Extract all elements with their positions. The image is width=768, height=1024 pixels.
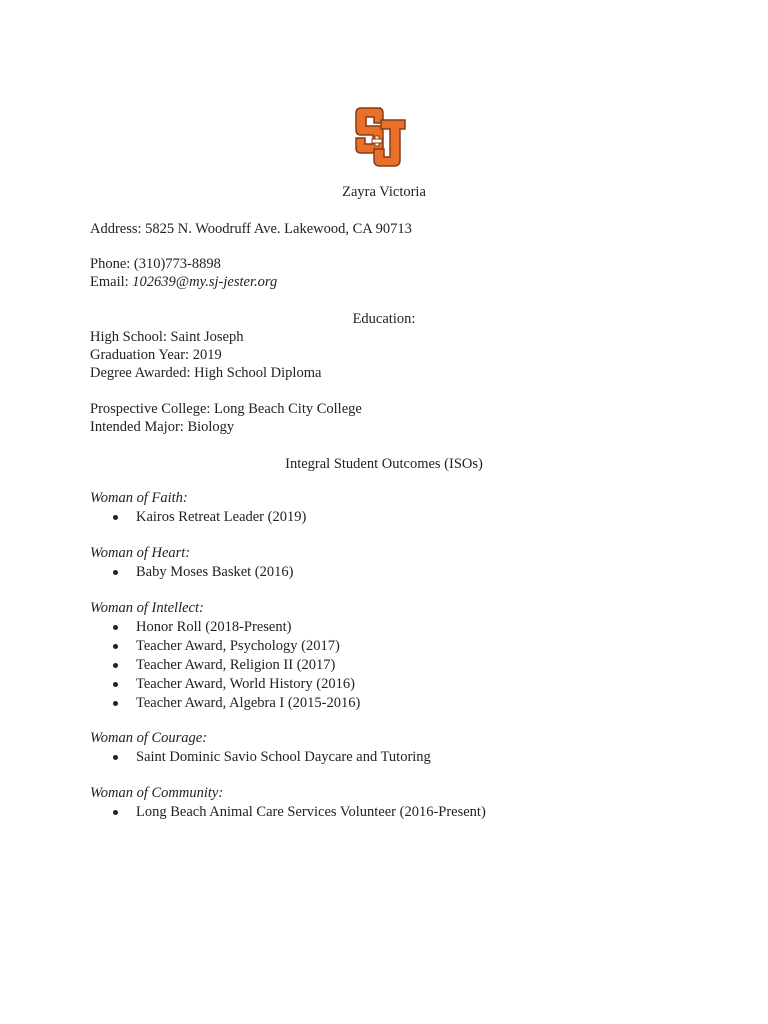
address-line: Address: 5825 N. Woodruff Ave. Lakewood, CA 90713 [90, 221, 412, 237]
list-item: Saint Dominic Savio School Daycare and Tutoring [90, 748, 431, 767]
list-item: Long Beach Animal Care Services Volunteer (2016-Present) [90, 803, 486, 822]
list-item: Teacher Award, Psychology (2017) [90, 637, 360, 656]
list-item: Teacher Award, Religion II (2017) [90, 656, 360, 675]
education-line-degree: Degree Awarded: High School Diploma [90, 365, 322, 381]
education-line-graduation-year: Graduation Year: 2019 [90, 347, 222, 363]
iso-list-courage [90, 748, 431, 767]
iso-category-heart: Woman of Heart: [90, 545, 191, 561]
list-item: Baby Moses Basket (2016) [90, 563, 293, 582]
list-item: Teacher Award, World History (2016) [90, 675, 360, 694]
student-name: Zayra Victoria [342, 184, 426, 200]
phone-line: Phone: (310)773-8898 [90, 256, 221, 272]
list-item: Teacher Award, Algebra I (2015-2016) [90, 694, 360, 713]
iso-list-faith [90, 508, 306, 527]
list-item: Honor Roll (2018-Present) [90, 618, 360, 637]
education-heading: Education: [352, 311, 416, 327]
email-link[interactable]: 102639@my.sj-jester.org [132, 274, 278, 290]
college-line-major: Intended Major: Biology [90, 419, 235, 435]
iso-category-courage: Woman of Courage: [90, 730, 208, 746]
list-item: Kairos Retreat Leader (2019) [90, 508, 306, 527]
iso-list-heart [90, 563, 293, 582]
email-label: Email: [90, 274, 133, 290]
iso-category-intellect: Woman of Intellect: [90, 600, 204, 616]
iso-list-community [90, 803, 486, 822]
contact-block [90, 255, 277, 291]
iso-list-intellect [90, 618, 360, 713]
iso-category-community: Woman of Community: [90, 785, 224, 801]
isos-heading: Integral Student Outcomes (ISOs) [285, 456, 483, 472]
education-block [90, 328, 321, 382]
iso-category-faith: Woman of Faith: [90, 490, 188, 506]
college-line-prospective: Prospective College: Long Beach City College [90, 401, 362, 417]
sj-school-logo [353, 100, 409, 170]
college-block [90, 400, 362, 436]
education-line-high-school: High School: Saint Joseph [90, 329, 244, 345]
email-line [90, 273, 277, 291]
